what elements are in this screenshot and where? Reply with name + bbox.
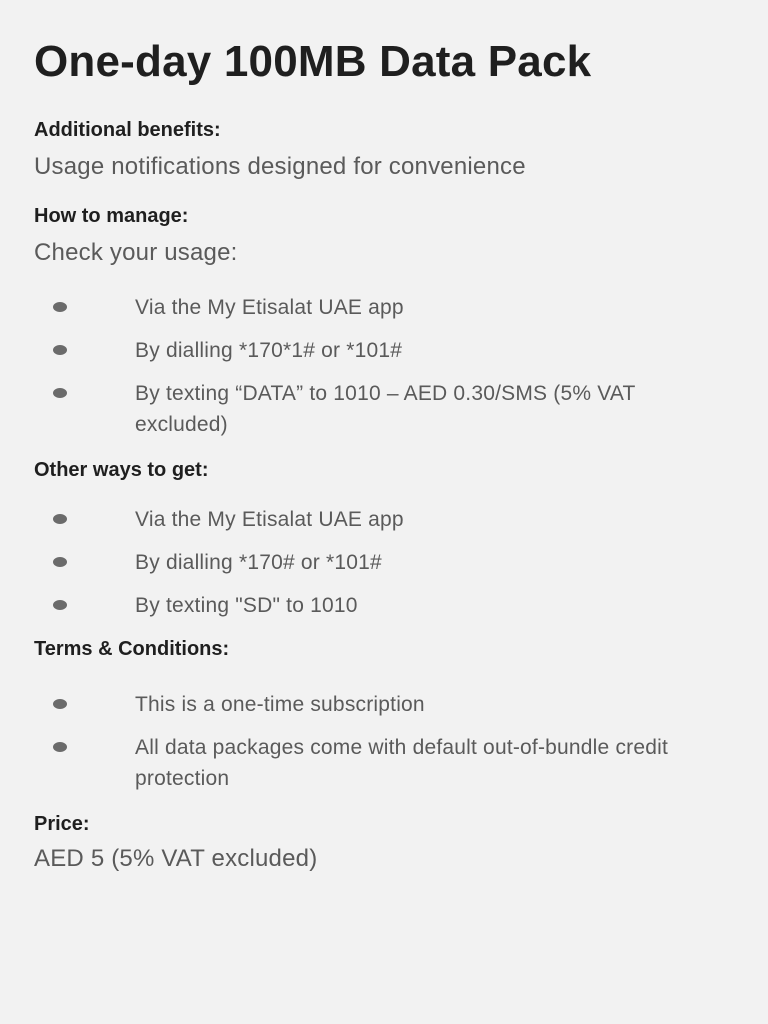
manage-heading: How to manage:	[34, 205, 189, 227]
list-item	[34, 590, 734, 621]
bullet-icon	[53, 345, 67, 355]
list-item-text: All data packages come with default out-of-bundle credit protection	[135, 736, 669, 790]
manage-subheading: Check your usage:	[34, 239, 238, 266]
list-item-text: By texting “DATA” to 1010 – AED 0.30/SMS (5% VAT excluded)	[135, 382, 636, 436]
list-item	[34, 732, 734, 794]
benefits-text: Usage notifications designed for convenience	[34, 153, 526, 180]
benefits-section	[34, 118, 734, 182]
bullet-icon	[53, 557, 67, 567]
manage-list	[34, 292, 734, 440]
benefits-heading: Additional benefits:	[34, 119, 221, 141]
list-item-text: Via the My Etisalat UAE app	[135, 296, 404, 319]
list-item-text: By dialling *170*1# or *101#	[135, 339, 403, 362]
manage-section	[34, 204, 734, 440]
other-ways-list	[34, 504, 734, 621]
bullet-icon	[53, 699, 67, 709]
list-item	[34, 547, 734, 578]
list-item	[34, 378, 734, 440]
bullet-icon	[53, 514, 67, 524]
list-item-text: By texting "SD" to 1010	[135, 594, 358, 617]
bullet-icon	[53, 388, 67, 398]
price-section	[34, 812, 734, 874]
terms-heading: Terms & Conditions:	[34, 638, 230, 660]
bullet-icon	[53, 742, 67, 752]
page-title: One-day 100MB Data Pack	[34, 37, 592, 86]
other-ways-heading: Other ways to get:	[34, 459, 209, 481]
list-item	[34, 504, 734, 535]
price-text: AED 5 (5% VAT excluded)	[34, 845, 318, 872]
terms-list	[34, 689, 734, 794]
list-item-text: This is a one-time subscription	[135, 693, 425, 716]
bullet-icon	[53, 600, 67, 610]
bullet-icon	[53, 302, 67, 312]
price-heading: Price:	[34, 813, 90, 835]
terms-section	[34, 637, 734, 794]
list-item-text: By dialling *170# or *101#	[135, 551, 382, 574]
other-ways-section	[34, 458, 734, 621]
list-item	[34, 292, 734, 323]
list-item	[34, 689, 734, 720]
list-item	[34, 335, 734, 366]
list-item-text: Via the My Etisalat UAE app	[135, 508, 404, 531]
